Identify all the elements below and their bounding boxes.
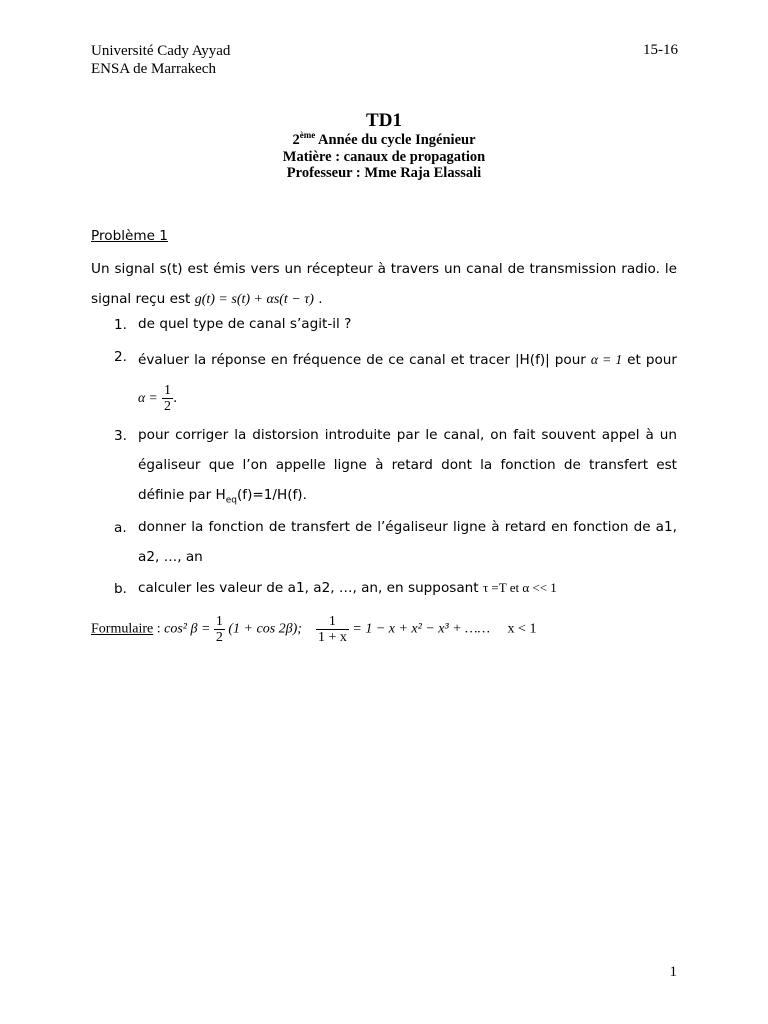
year-number: 2 xyxy=(292,132,300,148)
problem-intro xyxy=(91,254,677,315)
question-number: 1. xyxy=(114,317,127,333)
question-text-part: (f)=1/H(f). xyxy=(236,487,307,503)
academic-year: 15-16 xyxy=(643,42,678,58)
problem-heading: Problème 1 xyxy=(91,228,168,244)
question-text xyxy=(138,341,677,417)
question-text: donner la fonction de transfert de l’égaliseur ligne à retard en fonction de a1, a2, …, an xyxy=(138,519,677,565)
formula-condition: x < 1 xyxy=(507,621,537,637)
formula-separator: : xyxy=(153,621,165,637)
fraction-denominator: 1 + x xyxy=(317,630,347,645)
fraction-one-half xyxy=(162,383,173,414)
formula-label: Formulaire xyxy=(91,621,154,637)
question-text xyxy=(138,573,677,603)
question-text xyxy=(138,420,677,516)
subscript-eq: eq xyxy=(225,495,237,506)
professor-line: Professeur : Mme Raja Elassali xyxy=(286,165,482,181)
university-name: Université Cady Ayyad xyxy=(91,43,231,59)
question-number: 2. xyxy=(114,349,127,365)
question-text-part: et pour xyxy=(622,352,677,368)
question-text-part: . xyxy=(173,390,178,406)
question-number: 3. xyxy=(114,428,127,444)
formula-series-right: = 1 − x + x² − x³ + …… xyxy=(352,621,491,637)
formula-sheet xyxy=(91,614,536,645)
document-title: TD1 xyxy=(366,110,402,131)
school-name: ENSA de Marrakech xyxy=(91,61,216,77)
question-text-part: calculer les valeur de a1, a2, …, an, en supposant xyxy=(138,580,483,596)
fraction-numerator: 1 xyxy=(164,382,172,398)
title-block xyxy=(0,110,768,182)
intro-text: Un signal s(t) est émis vers un récepteur à travers un canal de transmission radio. le signal reçu est xyxy=(91,261,677,307)
question-text-part: pour corriger la distorsion introduite par le canal, on fait souvent appel à un égaliseur que l’on appelle ligne à retard dont la fonction de transfert est définie par H xyxy=(138,427,677,503)
question-letter: b. xyxy=(114,581,127,597)
year-rest: Année du cycle Ingénieur xyxy=(315,132,476,148)
question-text: de quel type de canal s’agit-il ? xyxy=(138,316,352,332)
fraction-denominator: 2 xyxy=(164,398,172,414)
intro-end: . xyxy=(313,291,323,307)
alpha-equation: α = xyxy=(138,390,158,405)
formula-cos-left: cos² β = xyxy=(164,621,211,637)
formula-cos-right: (1 + cos 2β); xyxy=(228,621,302,637)
question-text-part: évaluer la réponse en fréquence de ce canal et tracer |H(f)| pour xyxy=(138,352,591,368)
fraction-numerator: 1 xyxy=(215,614,223,629)
year-superscript: ème xyxy=(299,130,316,140)
subject-line: Matière : canaux de propagation xyxy=(282,148,486,165)
alpha-equation: α = 1 xyxy=(590,352,623,367)
formula-cos-fraction xyxy=(214,614,225,645)
fraction-numerator: 1 xyxy=(316,614,349,630)
question-letter: a. xyxy=(114,520,127,536)
header-institution xyxy=(91,42,230,78)
year-line xyxy=(0,132,768,149)
page-number: 1 xyxy=(669,964,677,980)
intro-equation: g(t) = s(t) + αs(t − τ) xyxy=(194,292,314,307)
formula-series-fraction xyxy=(316,614,349,645)
fraction-denominator: 2 xyxy=(215,630,223,645)
assumption-text: τ =T et α << 1 xyxy=(482,580,557,595)
